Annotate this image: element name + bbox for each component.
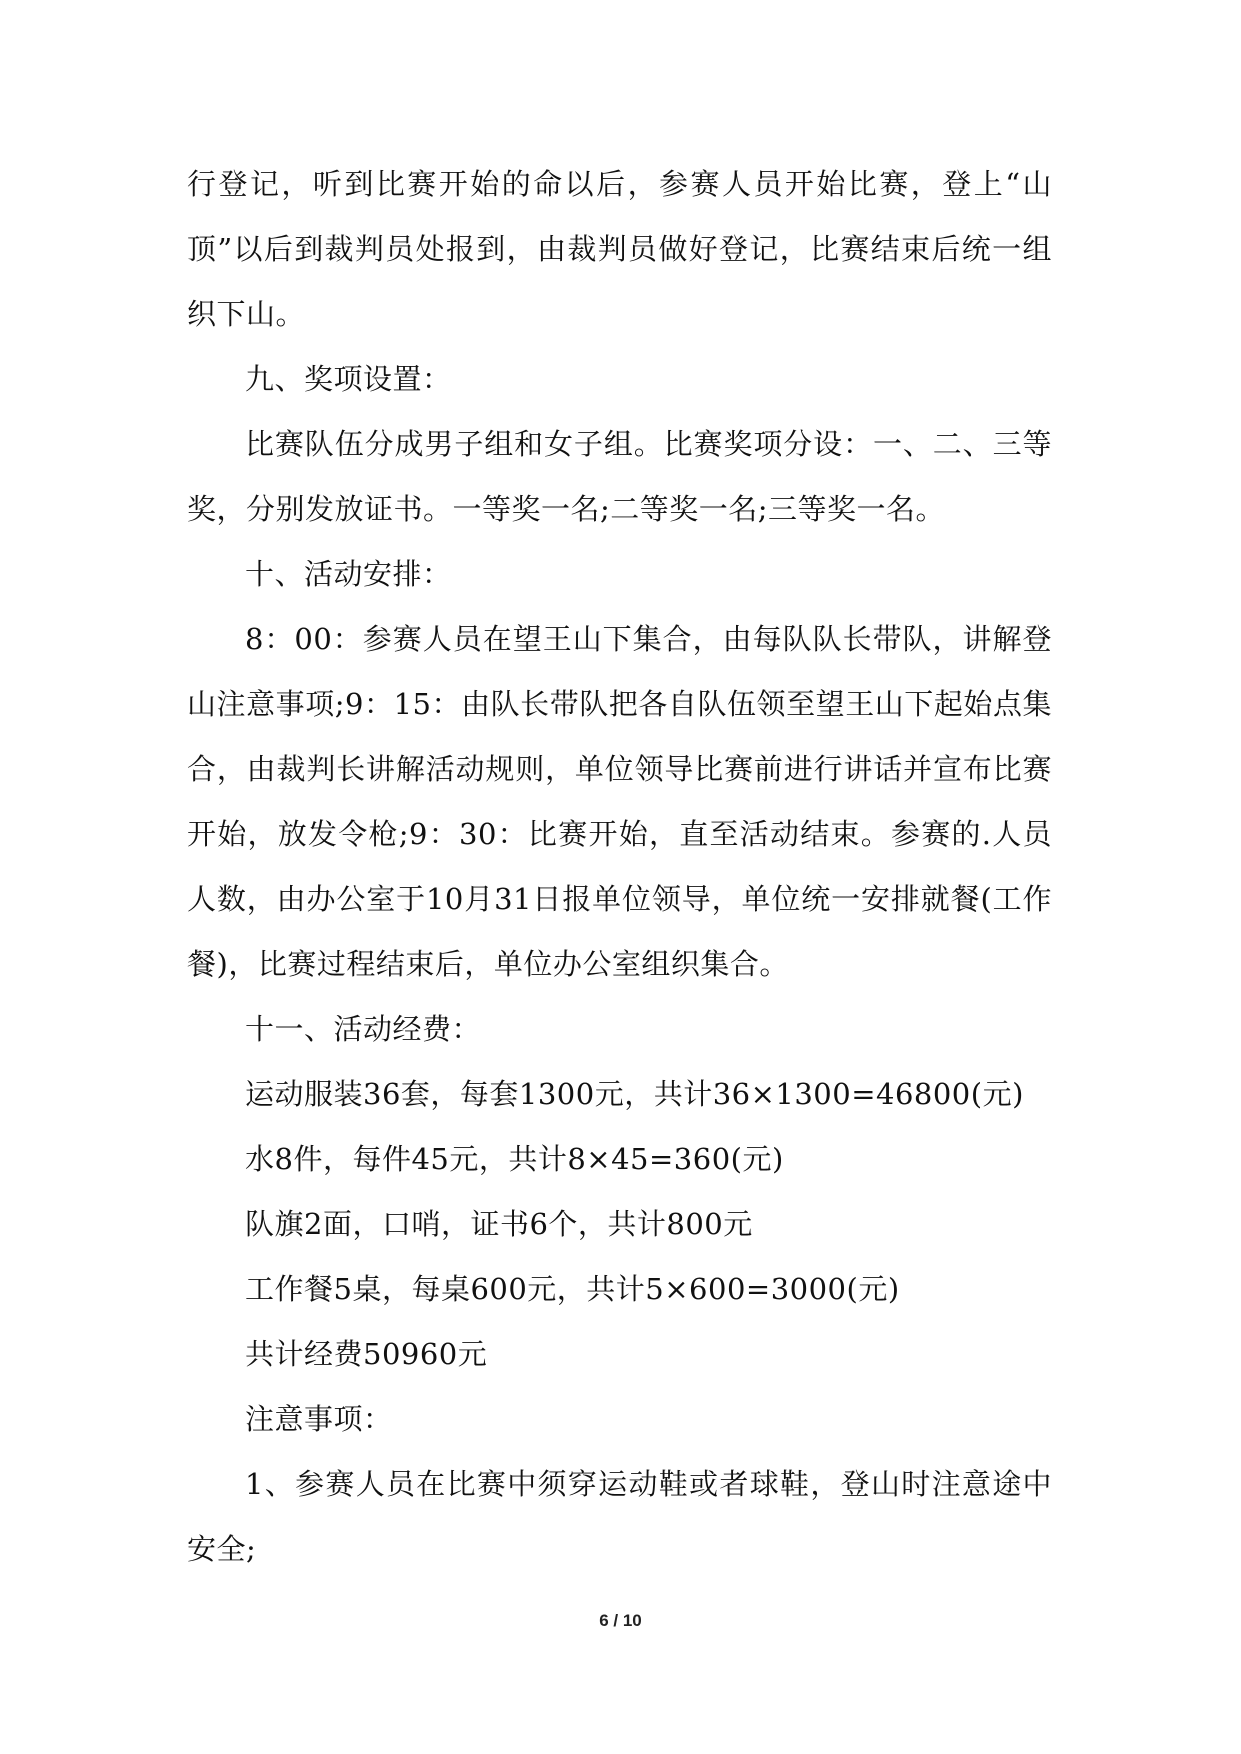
budget-item-flags: 队旗2面，口哨，证书6个，共计800元 <box>245 1207 753 1241</box>
paragraph-awards: 比赛队伍分成男子组和女子组。比赛奖项分设：一、二、三等奖，分别发放证书。一等奖一名;二等奖一名;三等奖一名。 <box>187 427 1052 526</box>
section-heading-notes: 注意事项： <box>245 1402 393 1436</box>
section-heading-schedule: 十、活动安排： <box>245 557 452 591</box>
budget-total: 共计经费50960元 <box>245 1337 488 1371</box>
note-item-1: 1、参赛人员在比赛中须穿运动鞋或者球鞋，登山时注意途中安全; <box>187 1467 1052 1566</box>
paragraph-continuation: 行登记，听到比赛开始的命以后，参赛人员开始比赛，登上“山顶”以后到裁判员处报到，由裁判员做好登记，比赛结束后统一组织下山。 <box>187 167 1052 331</box>
section-heading-awards: 九、奖项设置： <box>245 362 452 396</box>
budget-item-meals: 工作餐5桌，每桌600元，共计5×600=3000(元) <box>245 1272 900 1306</box>
budget-item-clothing: 运动服装36套，每套1300元，共计36×1300=46800(元) <box>245 1077 1024 1111</box>
paragraph-schedule: 8：00：参赛人员在望王山下集合，由每队队长带队，讲解登山注意事项;9：15：由队长带队把各自队伍领至望王山下起始点集合，由裁判长讲解活动规则，单位领导比赛前进行讲话并宣布比赛开始，放发令枪;9：30：比赛开始，直至活动结束。参赛的.人员人数，由办公室于10月31日报单位领导，单位统一安排就餐(工作餐)，比赛过程结束后，单位办公室组织集合。 <box>187 622 1052 981</box>
section-heading-budget: 十一、活动经费： <box>245 1012 482 1046</box>
document-body <box>187 152 1052 1582</box>
page-number: 6 / 10 <box>599 1611 642 1630</box>
budget-item-water: 水8件，每件45元，共计8×45=360(元) <box>245 1142 784 1176</box>
